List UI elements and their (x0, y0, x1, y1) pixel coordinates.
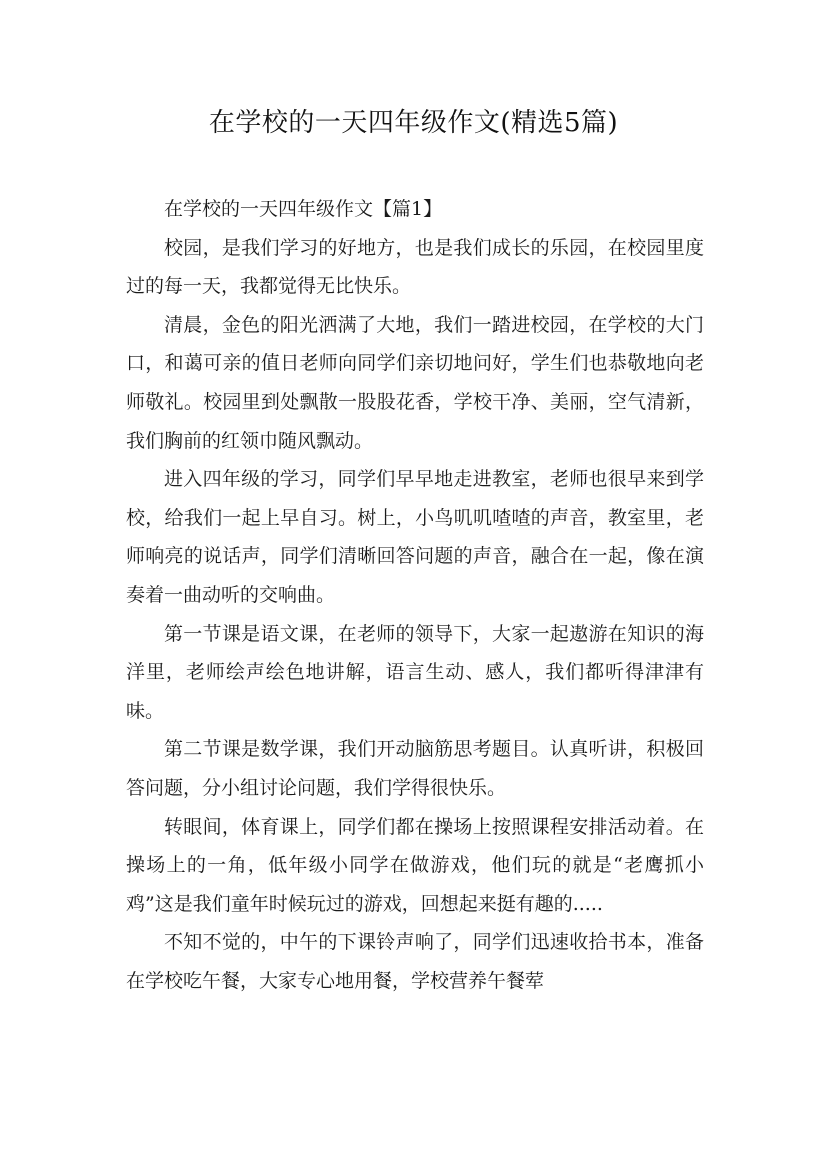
paragraph: 清晨，金色的阳光洒满了大地，我们一踏进校园，在学校的大门口，和蔼可亲的值日老师向同学们亲切地问好，学生们也恭敬地向老师敬礼。校园里到处飘散一股股花香，学校干净、美丽，空气清新，我们胸前的红领巾随风飘动。 (126, 313, 704, 452)
document-body (126, 190, 704, 1000)
document-title: 在学校的一天四年级作文(精选5篇) (208, 108, 619, 138)
paragraph: 第二节课是数学课，我们开动脑筋思考题目。认真听讲，积极回答问题，分小组讨论问题，我们学得很快乐。 (126, 738, 704, 799)
paragraph: 进入四年级的学习，同学们早早地走进教室，老师也很早来到学校，给我们一起上早自习。树上，小鸟叽叽喳喳的声音，教室里，老师响亮的说话声，同学们清晰回答问题的声音，融合在一起，像在演奏着一曲动听的交响曲。 (126, 468, 704, 606)
paragraph: 转眼间，体育课上，同学们都在操场上按照课程安排活动着。在操场上的一角，低年级小同学在做游戏，他们玩的就是“老鹰抓小鸡”这是我们童年时候玩过的游戏，回想起来挺有趣的..... (126, 815, 704, 915)
paragraph: 第一节课是语文课，在老师的领导下，大家一起遨游在知识的海洋里，老师绘声绘色地讲解，语言生动、感人，我们都听得津津有味。 (126, 622, 704, 722)
paragraph: 校园，是我们学习的好地方，也是我们成长的乐园，在校园里度过的每一天，我都觉得无比快乐。 (126, 236, 704, 298)
paragraph: 不知不觉的，中午的下课铃声响了，同学们迅速收拾书本，准备在学校吃午餐，大家专心地用餐，学校营养午餐荤 (126, 931, 704, 992)
section-heading: 在学校的一天四年级作文【篇1】 (164, 198, 443, 220)
